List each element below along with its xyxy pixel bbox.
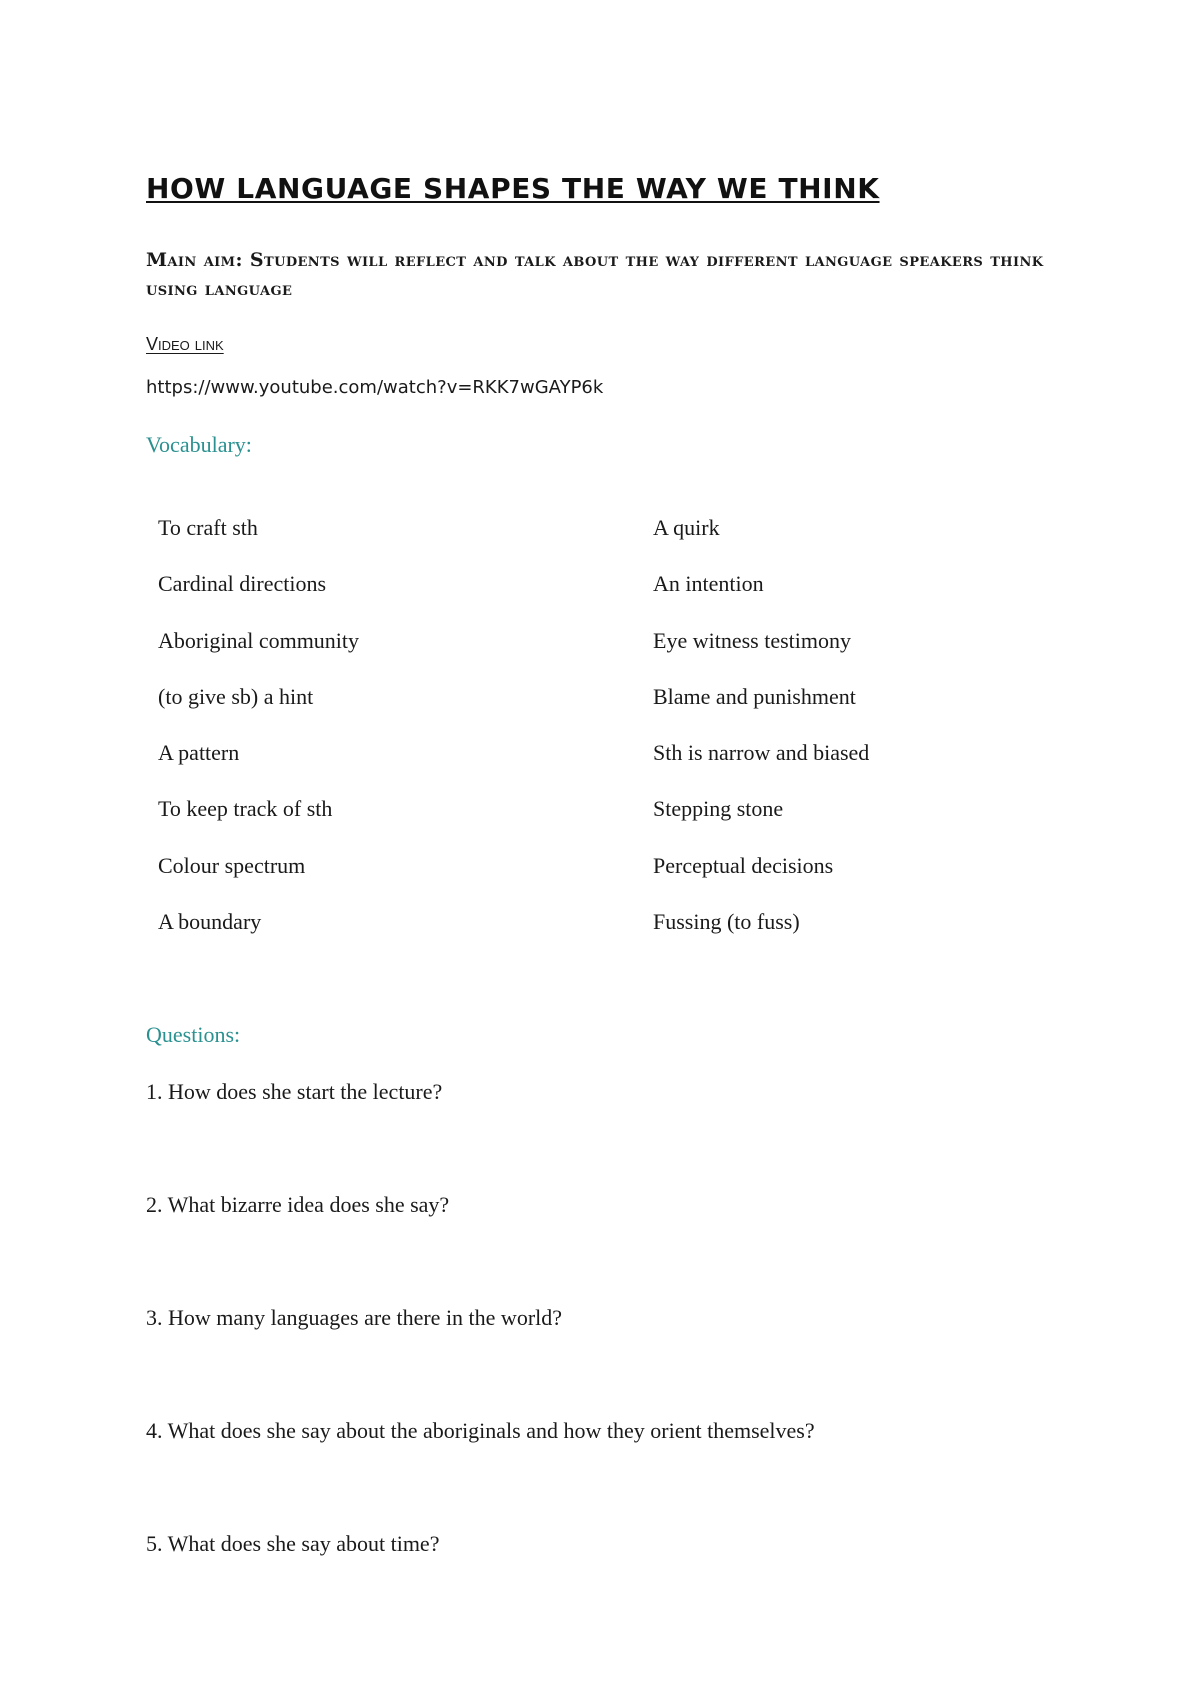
vocab-item: A boundary	[158, 909, 262, 935]
vocab-item: Aboriginal community	[158, 627, 360, 653]
questions-heading: Questions:	[146, 1022, 241, 1047]
vocab-item: To craft sth	[158, 515, 258, 540]
vocab-item: Perceptual decisions	[653, 852, 834, 878]
question-item: 5. What does she say about time?	[146, 1531, 440, 1556]
vocab-item: (to give sb) a hint	[158, 683, 314, 709]
vocabulary-list	[158, 516, 1058, 966]
vocab-item: A pattern	[158, 740, 240, 766]
vocab-item: Blame and punishment	[653, 683, 856, 709]
question-item: 2. What bizarre idea does she say?	[146, 1192, 450, 1217]
vocab-item: Cardinal directions	[158, 571, 327, 597]
vocab-item: Fussing (to fuss)	[653, 909, 800, 935]
questions-list	[146, 1080, 1106, 1645]
vocab-item: Stepping stone	[653, 796, 784, 822]
video-link-label: Video link	[146, 334, 224, 354]
video-url-link[interactable]: https://www.youtube.com/watch?v=RKK7wGAYP6k	[146, 377, 604, 398]
vocab-item: To keep track of sth	[158, 796, 333, 822]
vocab-item: An intention	[653, 571, 764, 597]
vocab-item: Colour spectrum	[158, 852, 306, 878]
vocab-item: A quirk	[653, 515, 720, 540]
question-item: 1. How does she start the lecture?	[146, 1079, 443, 1104]
vocabulary-heading: Vocabulary:	[146, 432, 252, 457]
vocab-item: Eye witness testimony	[653, 627, 851, 653]
vocab-item: Sth is narrow and biased	[653, 740, 870, 766]
page-title: HOW LANGUAGE SHAPES THE WAY WE THINK	[146, 172, 880, 205]
question-item: 3. How many languages are there in the world?	[146, 1305, 563, 1330]
main-aim: Main aim: Students will reflect and talk about the way different language speakers think using language	[146, 249, 1044, 300]
question-item: 4. What does she say about the aboriginals and how they orient themselves?	[146, 1418, 815, 1443]
